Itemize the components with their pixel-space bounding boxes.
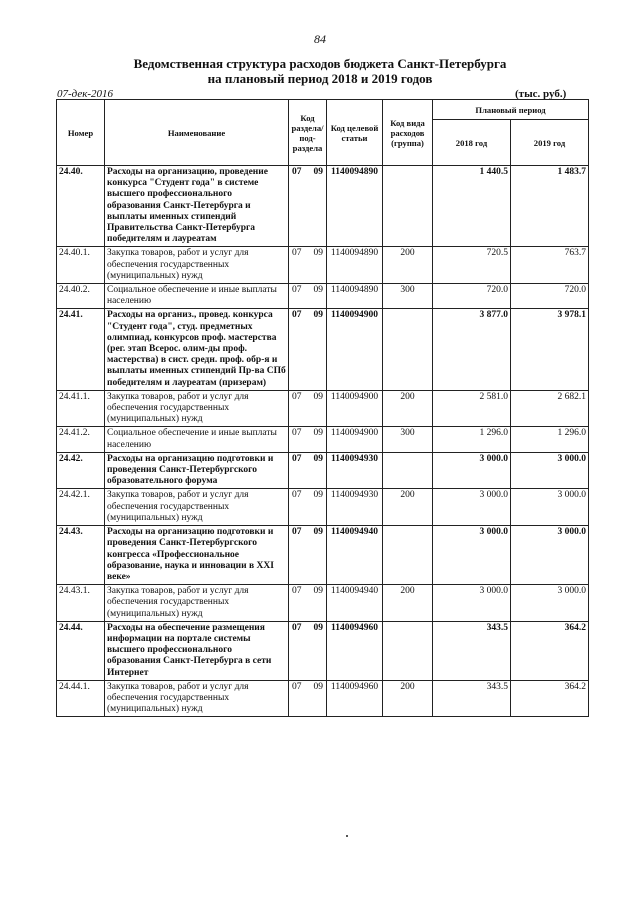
row-expense-type: 300 (383, 284, 433, 309)
row-subsection-code: 09 (313, 310, 323, 321)
row-number: 24.42. (57, 452, 105, 489)
row-subsection-code: 09 (313, 391, 323, 402)
row-number: 24.43. (57, 526, 105, 585)
row-2019: 1 483.7 (511, 166, 589, 247)
table-row (57, 452, 589, 489)
row-target: 1140094890 (327, 166, 383, 247)
row-subsection-code: 09 (313, 527, 323, 538)
table-row (57, 526, 589, 585)
table-row (57, 585, 589, 622)
row-section (289, 680, 327, 717)
row-section-code: 07 (292, 310, 302, 321)
row-target: 1140094900 (327, 427, 383, 452)
row-name: Закупка товаров, работ и услуг для обеспечения государственных (муниципальных) нужд (105, 680, 289, 717)
row-expense-type: 200 (383, 489, 433, 526)
row-section-code: 07 (292, 490, 302, 501)
table-row (57, 427, 589, 452)
row-expense-type (383, 452, 433, 489)
row-expense-type (383, 166, 433, 247)
header-number: Номер (57, 100, 105, 166)
row-number: 24.40.1. (57, 247, 105, 284)
row-number: 24.41. (57, 309, 105, 390)
header-2018: 2018 год (433, 120, 511, 166)
row-name: Закупка товаров, работ и услуг для обеспечения государственных (муниципальных) нужд (105, 247, 289, 284)
row-target: 1140094900 (327, 390, 383, 427)
budget-table (56, 99, 589, 717)
row-subsection-code: 09 (313, 586, 323, 597)
row-section (289, 526, 327, 585)
row-2019: 3 000.0 (511, 452, 589, 489)
table-row (57, 489, 589, 526)
header-target: Код целевой статьи (327, 100, 383, 166)
row-2018: 1 440.5 (433, 166, 511, 247)
row-section (289, 166, 327, 247)
row-section-code: 07 (292, 527, 302, 538)
document-title (0, 56, 640, 86)
title-line-1: Ведомственная структура расходов бюджета Санкт-Петербурга (133, 56, 507, 71)
row-2018: 3 877.0 (433, 309, 511, 390)
row-name: Расходы на организацию подготовки и проведения Санкт-Петербургского образовательного форума (105, 452, 289, 489)
row-section-code: 07 (292, 285, 302, 296)
row-section (289, 247, 327, 284)
header-2019: 2019 год (511, 120, 589, 166)
row-section-code: 07 (292, 248, 302, 259)
row-subsection-code: 09 (313, 681, 323, 692)
row-2018: 720.0 (433, 284, 511, 309)
header-name: Наименование (105, 100, 289, 166)
row-target: 1140094940 (327, 585, 383, 622)
row-number: 24.40.2. (57, 284, 105, 309)
row-2019: 763.7 (511, 247, 589, 284)
row-name: Расходы на организ., провед. конкурса "Студент года", студ. предметных олимпиад, конкурсов проф. мастерства (рег. этап Всерос. олим-ды проф. мастерства) в сист. средн. проф. обр-я и выплаты именных стипендий Пр-ва СПб победителям и лауреатам (призерам) (105, 309, 289, 390)
row-2019: 2 682.1 (511, 390, 589, 427)
table-row (57, 390, 589, 427)
row-subsection-code: 09 (313, 167, 323, 177)
row-section-code: 07 (292, 681, 302, 692)
row-number: 24.44.1. (57, 680, 105, 717)
row-expense-type: 200 (383, 390, 433, 427)
row-target: 1140094940 (327, 526, 383, 585)
row-name: Расходы на организацию, проведение конкурса "Студент года" в системе высшего профессионального образования Санкт-Петербурга и выплаты именных стипендий Правительства Санкт-Петербурга победителям и лауреатам (105, 166, 289, 247)
row-number: 24.40. (57, 166, 105, 247)
row-2018: 1 296.0 (433, 427, 511, 452)
row-section (289, 585, 327, 622)
row-target: 1140094890 (327, 247, 383, 284)
header-expense-type: Код вида расходов (группа) (383, 100, 433, 166)
row-2018: 3 000.0 (433, 526, 511, 585)
row-subsection-code: 09 (313, 453, 323, 464)
table-row (57, 680, 589, 717)
row-2018: 343.5 (433, 621, 511, 680)
row-target: 1140094960 (327, 680, 383, 717)
row-2019: 364.2 (511, 621, 589, 680)
row-expense-type (383, 309, 433, 390)
row-section-code: 07 (292, 167, 302, 177)
document-date: 07-дек-2016 (57, 88, 114, 100)
row-target: 1140094930 (327, 452, 383, 489)
table-row (57, 166, 589, 247)
row-section-code: 07 (292, 428, 302, 439)
row-expense-type: 200 (383, 247, 433, 284)
row-expense-type (383, 621, 433, 680)
row-section (289, 452, 327, 489)
row-2018: 720.5 (433, 247, 511, 284)
row-2018: 343.5 (433, 680, 511, 717)
row-section (289, 390, 327, 427)
row-2018: 3 000.0 (433, 489, 511, 526)
row-2019: 364.2 (511, 680, 589, 717)
table-row (57, 621, 589, 680)
table-row (57, 247, 589, 284)
row-number: 24.41.1. (57, 390, 105, 427)
row-section-code: 07 (292, 622, 302, 633)
row-number: 24.44. (57, 621, 105, 680)
row-2019: 3 000.0 (511, 489, 589, 526)
row-name: Закупка товаров, работ и услуг для обеспечения государственных (муниципальных) нужд (105, 390, 289, 427)
row-subsection-code: 09 (313, 248, 323, 259)
row-subsection-code: 09 (313, 622, 323, 633)
row-2018: 3 000.0 (433, 585, 511, 622)
row-target: 1140094930 (327, 489, 383, 526)
row-target: 1140094960 (327, 621, 383, 680)
row-section-code: 07 (292, 586, 302, 597)
row-number: 24.41.2. (57, 427, 105, 452)
row-expense-type: 200 (383, 585, 433, 622)
header-section: Код раздела/ под- раздела (289, 100, 327, 166)
row-name: Социальное обеспечение и иные выплаты населению (105, 427, 289, 452)
row-section (289, 489, 327, 526)
row-expense-type: 200 (383, 680, 433, 717)
row-2019: 720.0 (511, 284, 589, 309)
row-name: Закупка товаров, работ и услуг для обеспечения государственных (муниципальных) нужд (105, 585, 289, 622)
row-section (289, 284, 327, 309)
row-subsection-code: 09 (313, 490, 323, 501)
row-expense-type: 300 (383, 427, 433, 452)
row-target: 1140094890 (327, 284, 383, 309)
scan-speck (346, 835, 348, 837)
row-name: Социальное обеспечение и иные выплаты населению (105, 284, 289, 309)
table-body (57, 166, 589, 717)
row-name: Расходы на обеспечение размещения информации на портале системы высшего профессионального образования Санкт-Петербурга в сети Интернет (105, 621, 289, 680)
row-2019: 3 978.1 (511, 309, 589, 390)
row-2018: 3 000.0 (433, 452, 511, 489)
row-name: Закупка товаров, работ и услуг для обеспечения государственных (муниципальных) нужд (105, 489, 289, 526)
page-number: 84 (314, 32, 326, 46)
row-section-code: 07 (292, 453, 302, 464)
title-line-2: на плановый период 2018 и 2019 годов (207, 71, 433, 86)
row-section (289, 621, 327, 680)
row-2018: 2 581.0 (433, 390, 511, 427)
row-section-code: 07 (292, 391, 302, 402)
units-label: (тыс. руб.) (515, 88, 567, 100)
row-subsection-code: 09 (313, 285, 323, 296)
table-row (57, 284, 589, 309)
row-target: 1140094900 (327, 309, 383, 390)
header-planned-period: Плановый период (433, 100, 589, 120)
row-expense-type (383, 526, 433, 585)
row-name: Расходы на организацию подготовки и проведения Санкт-Петербургского конгресса «Профессиональное образование, наука и инновации в XXI веке» (105, 526, 289, 585)
table-row (57, 309, 589, 390)
row-2019: 1 296.0 (511, 427, 589, 452)
row-number: 24.43.1. (57, 585, 105, 622)
row-2019: 3 000.0 (511, 585, 589, 622)
row-section (289, 427, 327, 452)
row-section (289, 309, 327, 390)
row-subsection-code: 09 (313, 428, 323, 439)
row-2019: 3 000.0 (511, 526, 589, 585)
row-number: 24.42.1. (57, 489, 105, 526)
